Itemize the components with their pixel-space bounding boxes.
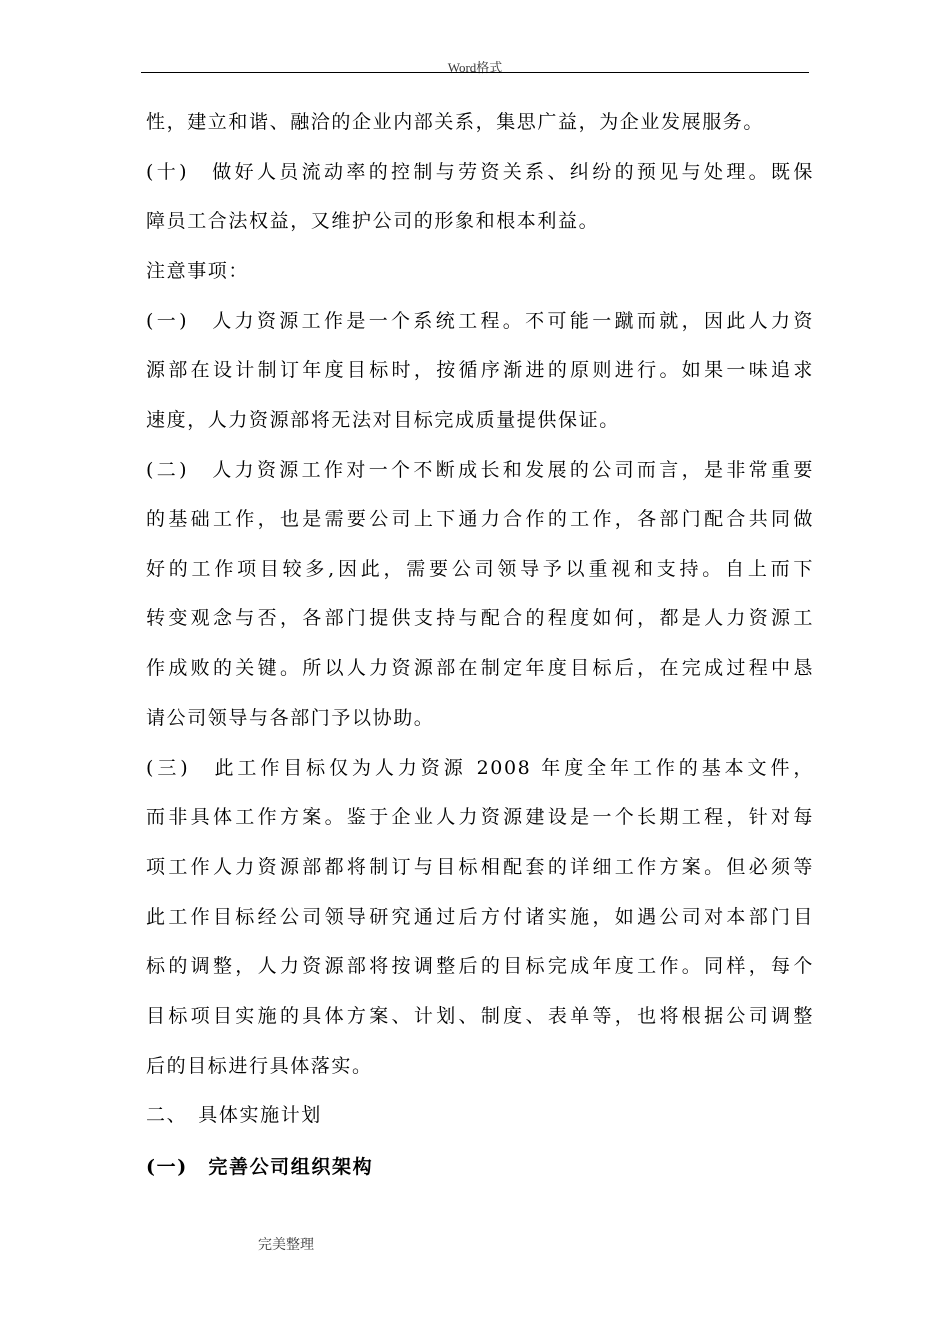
body-line: 注意事项： [146,260,250,282]
body-line: (三) 此工作目标仅为人力资源 2008 年度全年工作的基本文件， [146,757,814,779]
body-line: 好的工作项目较多,因此，需要公司领导予以重视和支持。自上而下 [146,558,814,580]
body-line: 而非具体工作方案。鉴于企业人力资源建设是一个长期工程，针对每 [146,806,814,828]
body-line: 目标项目实施的具体方案、计划、制度、表单等，也将根据公司调整 [146,1005,814,1027]
body-line: 标的调整，人力资源部将按调整后的目标完成年度工作。同样，每个 [146,955,814,977]
body-line: 请公司领导与各部门予以协助。 [146,707,435,729]
body-line: (十) 做好人员流动率的控制与劳资关系、纠纷的预见与处理。既保 [146,161,814,183]
body-line: 源部在设计制订年度目标时，按循序渐进的原则进行。如果一味追求 [146,359,814,381]
body-line: 障员工合法权益，又维护公司的形象和根本利益。 [146,210,600,232]
body-line: 项工作人力资源部都将制订与目标相配套的详细工作方案。但必须等 [146,856,814,878]
body-line: (二) 人力资源工作对一个不断成长和发展的公司而言，是非常重要 [146,459,814,481]
body-line: (一) 人力资源工作是一个系统工程。不可能一蹴而就，因此人力资 [146,310,814,332]
body-line: 转变观念与否，各部门提供支持与配合的程度如何，都是人力资源工 [146,607,814,629]
page-header: Word格式 [447,60,503,75]
page-footer: 完美整理 [258,1237,314,1253]
body-line: 作成败的关键。所以人力资源部在制定年度目标后，在完成过程中恳 [146,657,814,679]
body-line: 后的目标进行具体落实。 [146,1055,373,1077]
sub-heading: (一) 完善公司组织架构 [146,1156,374,1178]
body-line: 速度，人力资源部将无法对目标完成质量提供保证。 [146,409,620,431]
header-divider [141,72,809,73]
body-line: 的基础工作，也是需要公司上下通力合作的工作，各部门配合共同做 [146,508,814,530]
body-line: 性，建立和谐、融洽的企业内部关系，集思广益，为企业发展服务。 [146,111,765,133]
body-line: 此工作目标经公司领导研究通过后方付诸实施，如遇公司对本部门目 [146,906,814,928]
section-heading: 二、 具体实施计划 [146,1104,322,1126]
